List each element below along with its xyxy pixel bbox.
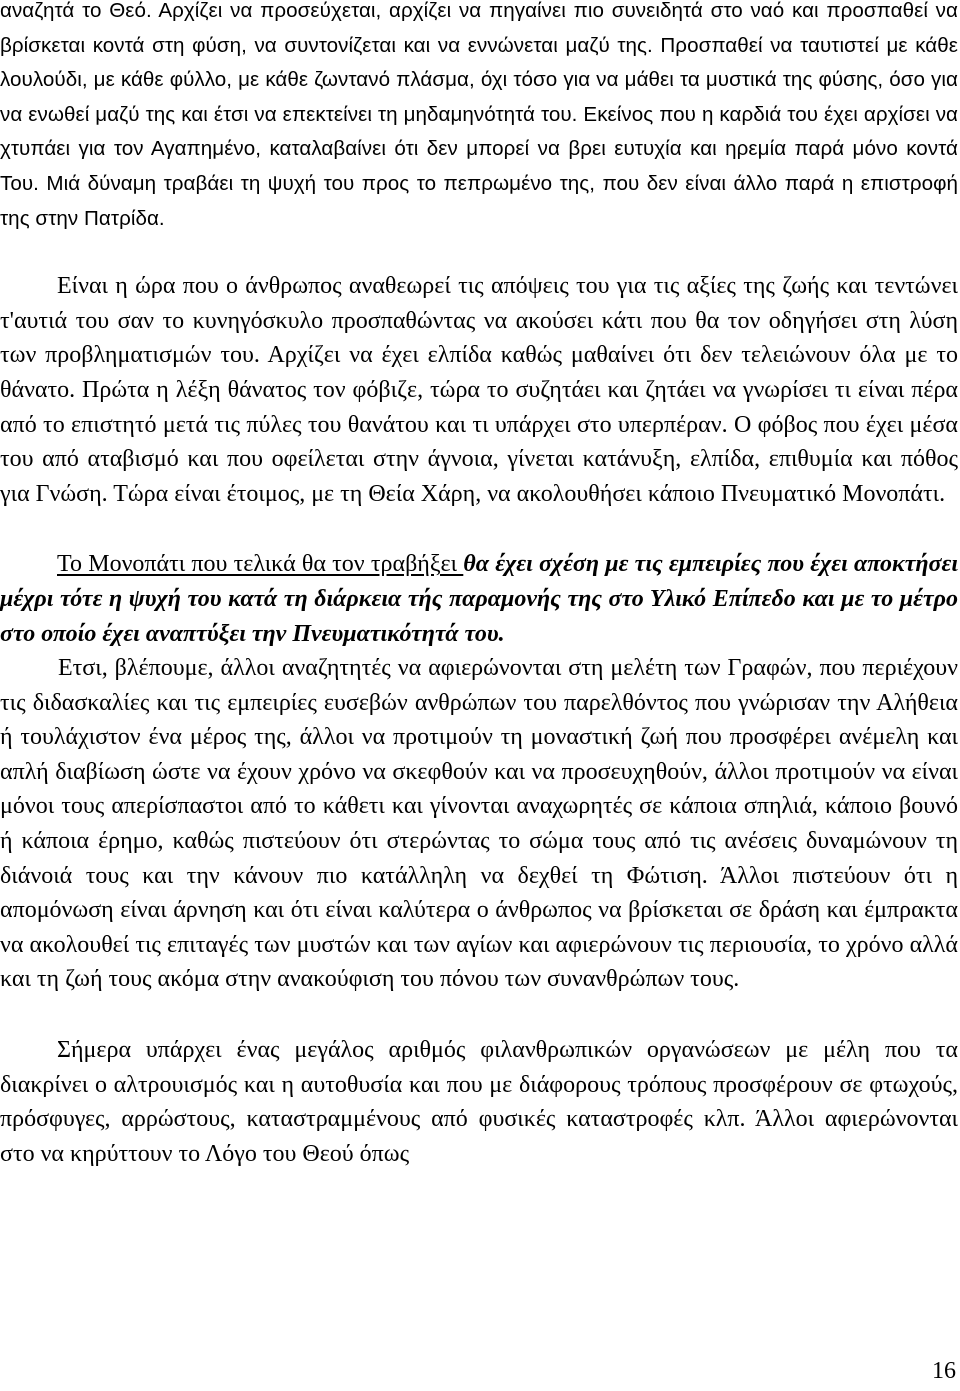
paragraph-2: [0, 269, 958, 511]
paragraph-1: [0, 0, 958, 236]
paragraph-4-text: Ετσι, βλέπουμε, άλλοι αναζητητές να αφιερώνονται στη μελέτη των Γραφών, που περιέχουν τις διδασκαλίες και τις εμπειρίες ευσεβών ανθρώπων του παρελθόντος που γνώρισαν την Αλήθεια ή τουλάχιστον ένα μέρος της, άλλοι να προτιμούν τη μοναστική ζωή που προσφέρει ανέμελη και απλή διαβίωση ώστε να έχουν χρόνο να σκεφθούν και να προσευχηθούν, άλλοι προτιμούν να είναι μόνοι τους απερίσπαστοι από το κάθετι και γίνονται αναχωρητές σε κάποια σπηλιά, κάποιο βουνό ή κάποια έρημο, καθώς πιστεύουν ότι στερώντας το σώμα τους από τις ανέσεις δυναμώνουν τη διάνοιά τους και την κάνουν πιο κατάλληλη να δεχθεί τη Φώτιση. Άλλοι πιστεύουν ότι η απομόνωση είναι άρνηση και ότι είναι καλύτερα ο άνθρωπος να βρίσκεται σε δράση και έμπρακτα να ακολουθεί τις επιταγές των μυστών και των αγίων και αφιερώνουν τις περιουσία, το χρόνο αλλά και τη ζωή τους ακόμα στην ανακούφιση του πόνου των συνανθρώπων τους.: [0, 655, 958, 993]
paragraph-1-part-2: Εκείνος που η καρδιά του έχει αρχίσει να χτυπάει για τον Αγαπημένο, καταλαβαίνει ότι δεν μπορεί να βρει ευτυχία και ηρεμία παρά μόνο κοντά Του. Μιά δύναμη τραβάει τη ψυχή του προς το πεπρωμένο της, που δεν είναι άλλο παρά η επιστροφή της στην Πατρίδα.: [0, 102, 958, 230]
paragraph-3-emphasis: θα έχει σχέση με τις εμπειρίες που έχει αποκτήσει μέχρι τότε η ψυχή του κατά τη διάρκεια τής παραμονής της στο Υλικό Επίπεδο και με το μέτρο στο οποίο έχει αναπτύξει την Πνευματικότητά του.: [0, 551, 959, 647]
paragraph-1-part-1: αναζητά το Θεό. Αρχίζει να προσεύχεται, αρχίζει να πηγαίνει πιο συνειδητά στο ναό και προσπαθεί να βρίσκεται κοντά στη φύση, να συντονίζεται και να εννώνεται μαζύ της. Προσπαθεί να ταυτιστεί με κάθε λουλούδι, με κάθε φύλλο, με κάθε ζωντανό πλάσμα, όχι τόσο για να μάθει τα μυστικά της φύσης, όσο για να ενωθεί μαζύ της και έτσι να επεκτείνει τη μηδαμηνότητά του.: [0, 0, 958, 126]
paragraph-3-lead: Το Μονοπάτι που τελικά θα τον τραβήξει: [57, 551, 464, 578]
paragraph-4: [0, 651, 958, 997]
page-number: 16: [932, 1358, 956, 1384]
paragraph-5-text: Σήμερα υπάρχει ένας μεγάλος αριθμός φιλανθρωπικών οργανώσεων με μέλη που τα διακρίνει ο αλτρουισμός και η αυτοθυσία και που με διάφορους τρόπους προσφέρουν σε φτωχούς, πρόσφυγες, αρρώστους, καταστραμμένους από φυσικές καταστροφές κλπ. Άλλοι αφιερώνονται στο να κηρύττουν το Λόγο του Θεού όπως: [0, 1037, 958, 1167]
paragraph-5: [0, 1033, 958, 1171]
paragraph-3: [0, 547, 958, 651]
paragraph-2-text: Είναι η ώρα που ο άνθρωπος αναθεωρεί τις απόψεις του για τις αξίες της ζωής και τεντώνει τ'αυτιά του σαν το κυνηγόσκυλο προσπαθώντας να ακούσει κάτι που θα τον οδηγήσει στη λύση των προβληματισμών του. Αρχίζει να έχει ελπίδα καθώς μαθαίνει ότι δεν τελειώνουν όλα με το θάνατο. Πρώτα η λέξη θάνατος τον φόβιζε, τώρα το συζητάει και ζητάει να γνωρίσει τι είναι πέρα από το επιστητό μετά τις πύλες του θανάτου και τι υπάρχει στο υπερπέραν. Ο φόβος που έχει μέσα του από αταβισμό και που οφείλεται στην άγνοια, γίνεται κατάνυξη, ελπίδα, επιθυμία και πόθος για Γνώση. Τώρα είναι έτοιμος, με τη Θεία Χάρη, να ακολουθήσει κάποιο Πνευματικό Μονοπάτι.: [0, 273, 958, 507]
